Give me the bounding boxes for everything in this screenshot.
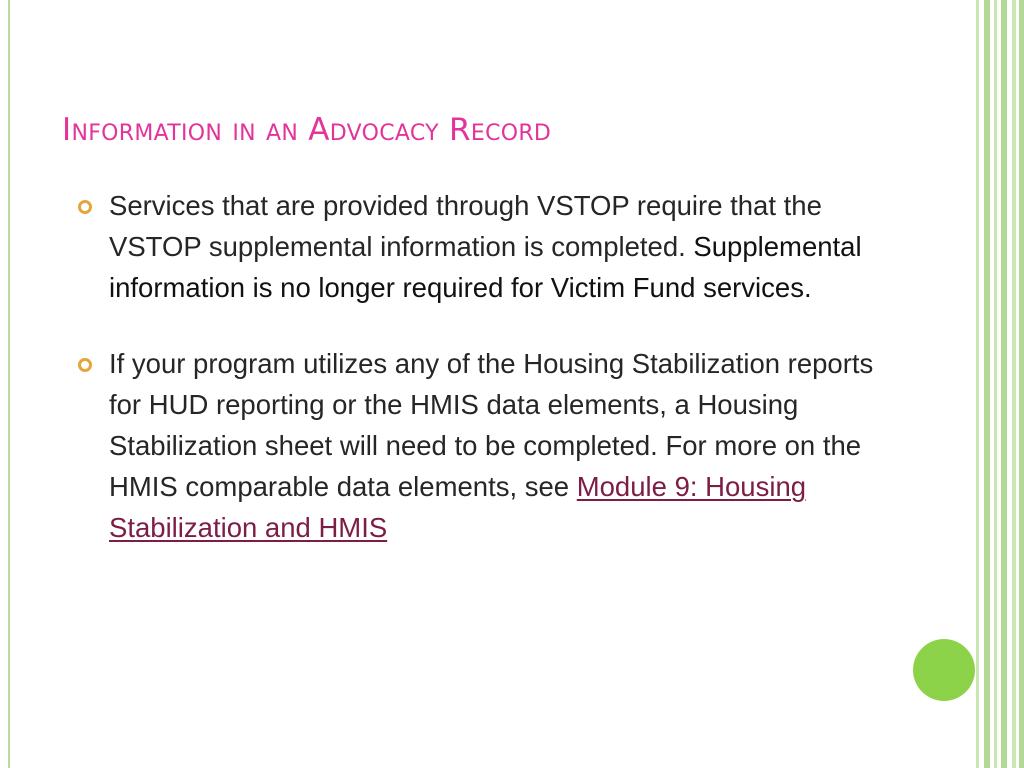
module-9-link[interactable]: Module 9: Housing Stabilization and HMIS [109,470,807,543]
bullet-item-vstop [76,186,896,308]
left-border-line [8,0,10,768]
decorative-green-circle [913,639,975,701]
right-stripe [1012,0,1016,768]
bullet-text: If your program utilizes any of the Housing Stabilization reports for HUD reporting or the HMIS data elements, a Housing Stabilization sheet will need to be completed. For more on the HMIS comparable data elements, see [109,348,874,502]
right-stripe [1019,0,1024,768]
right-stripe [976,0,979,768]
slide-title: Information in an Advocacy Record [62,112,552,148]
bullet-ring-icon [78,200,92,214]
right-stripe [994,0,997,768]
bullet-list [76,186,896,548]
right-stripe [984,0,990,768]
bullet-text: Services that are provided through VSTOP require that the VSTOP supplemental information is completed. [109,190,822,262]
bullet-item-housing [76,344,896,548]
bullet-ring-icon [78,358,92,372]
bullet-emphasis-text: Supplemental information is no longer required for Victim Fund services. [109,230,862,303]
right-stripe [1001,0,1007,768]
